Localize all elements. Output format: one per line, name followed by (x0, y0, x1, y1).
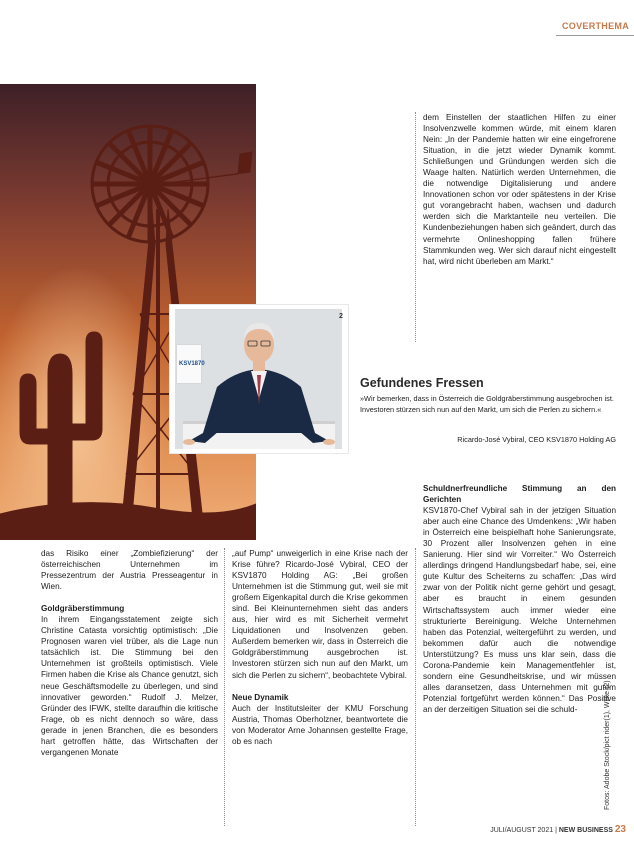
column-divider (224, 548, 225, 826)
column-divider (415, 112, 416, 342)
footer-brand: NEW BUSINESS (558, 827, 613, 834)
footer-separator: | (555, 827, 557, 834)
portrait-photo-image (175, 309, 342, 449)
column-right-bottom (423, 483, 616, 715)
column-divider (415, 548, 416, 826)
portrait-photo (170, 305, 348, 453)
column-right-bottom-text: KSV1870-Chef Vybiral sah in der jetzigen Situation aber auch eine Chance des Umdenkens: „Wir haben in Österreich eine beispielhaft hohe Sanierungsrate, 30 Prozent aller Insolvenzen gehen in eine Sanierung. Hier sind wir Vorreiter.“ Wo Österreich allerdings dringend Handlungsbedarf habe, sei, eine gute Kultur des Scheiterns zu schaffen: „Das wird zwar von der Politik nicht gerne gehört und gesagt, aber es braucht in einem gesunden Wirtschaftssystem auch immer wieder eine strukturierte Bereinigung. Welche Unternehmen haben das Potenzial, weitergeführt zu werden, und bekommen dafür auch die notwendige Unterstützung? Es muss uns klar sein, dass die Corona-Pandemie kein Managementfehler ist, sondern eine Gesundheitskrise, und wir müssen alles daransetzen, dass Unternehmen mit gutem Potenzial fortgeführt werden können.“ Das Positive an der derzeitigen Situation sei die schuld- (423, 506, 616, 714)
page-number: 23 (614, 824, 626, 835)
photo-number: 2 (339, 313, 343, 320)
pull-quote-title: Gefundenes Fressen (360, 376, 484, 390)
column-mid-text-2: Auch der Institutsleiter der KMU Forschung Austria, Thomas Oberholzner, beantwortete die von Moderator Arne Johannsen gestellte Frage, ob es nach (232, 703, 408, 746)
column-mid-text-1: „auf Pump“ unweigerlich in eine Krise nach der Krise führe? Ricardo-José Vybiral, CEO der KSV1870 Holding AG: „Bei großen Unternehmen ist die Stimmung gut, weil sie mit großem Eigenkapital durch die Krise gekommen sind. Bei Kleinunternehmen sieht das anders aus, hier wird es mit Sicherheit vermehrt Liquidationen und Insolvenzen geben. Außerdem bemerken wir, dass in Österreich die Goldgräberstimmung ausgebrochen ist. Investoren stürzen sich nun auf den Markt, um sich die Perlen zu sichern“, beobachtete Vybiral. (232, 549, 408, 680)
section-heading: Neue Dynamik (232, 692, 289, 702)
column-mid (232, 548, 408, 747)
column-left (41, 548, 218, 758)
pull-quote-author: Ricardo-José Vybiral, CEO KSV1870 Holding AG (457, 435, 616, 444)
section-rule (556, 35, 634, 36)
column-left-text: In ihrem Eingangsstatement zeigte sich Christine Catasta vorsichtig optimistisch: „Die Prognosen waren viel trüber, als die Lage nun tatsächlich ist. Die Stimmung bei den Unternehmen ist großteils optimistisch. Viele Firmen haben die Krise als Chance genutzt, sich neue Geschäftsmodelle zu überlegen, und sind innovativer geworden.“ Rudolf J. Melzer, Gründer des IFWK, stellte daraufhin die kritische Frage, ob es nicht dennoch so wäre, dass gerade in jenen Branchen, die es besonders hart getroffen hätte, das Wirtschaften der vergangenen Monate (41, 615, 218, 757)
section-heading: Schuldnerfreundliche Stimmung an den Gerichten (423, 484, 616, 505)
photo-credit-text: Fotos: Adobe Stock/pict rider(1), Wilke (2) (604, 680, 611, 810)
pull-quote-text: »Wir bemerken, dass in Österreich die Goldgräberstimmung ausgebrochen ist. Investoren stürzen sich nun auf den Markt, um sich die Perlen zu sichern.« (360, 394, 614, 414)
sign-text: KSV1870 (179, 361, 205, 367)
column-left-intro: das Risiko einer „Zombiefizierung“ der österreichischen Unternehmen im Pressezentrum der Austria Presseagentur in Wien. (41, 549, 218, 592)
footer-date: JULI/AUGUST 2021 (490, 827, 554, 834)
page-footer (490, 824, 626, 835)
section-heading: Goldgräberstimmung (41, 604, 125, 614)
column-right-top (423, 112, 616, 267)
column-right-top-text: dem Einstellen der staatlichen Hilfen zu einer Insolvenzwelle kommen würde, mit einem klaren Nein: „In der Pandemie hatten wir eine eingefrorene Situation, in die jetzt wieder Dynamik kommt. Schließungen und Gründungen werden sich die Waage halten. Natürlich werden Unternehmen, die die notwendige Digitalisierung und andere Innovationen schon vor oder spätestens in der Krise gut vorangebracht haben, wachsen und dadurch werden sich die Marktanteile neu verteilen. Die Kundenbeziehungen haben sich geändert, durch das vermehrte Onlineshopping fallen frühere Stammkunden weg. Wer sich darauf nicht eingestellt hat, wird nicht überleben am Markt.“ (423, 113, 616, 266)
section-label: COVERTHEMA (562, 21, 630, 31)
